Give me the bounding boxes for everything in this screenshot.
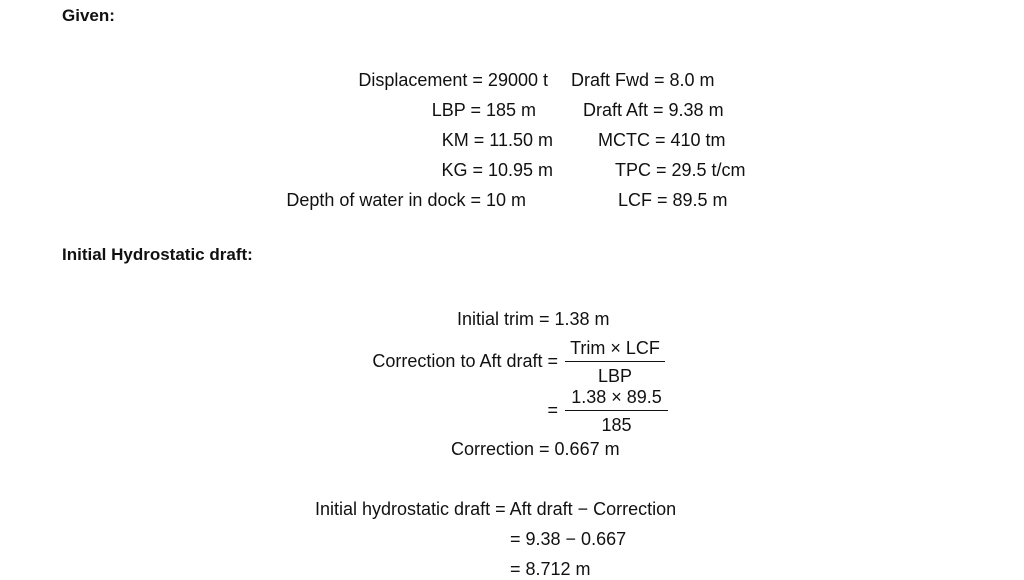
heading-given: Given: (62, 6, 115, 25)
fraction-trim-lcf-over-lbp (565, 337, 665, 387)
fraction-numerator: Trim × LCF (570, 338, 660, 358)
equals-sign: = (547, 400, 558, 420)
heading-initial-hydrostatic-draft: Initial Hydrostatic draft: (62, 245, 253, 264)
fraction-denominator: LBP (597, 366, 633, 386)
correction-to-aft-draft-label: Correction to Aft draft = (372, 351, 558, 371)
given-displacement: Displacement = 29000 t (358, 70, 548, 90)
fraction-numerator: 1.38 × 89.5 (571, 387, 662, 407)
given-kg: KG = 10.95 m (441, 160, 553, 180)
given-draft-aft: Draft Aft = 9.38 m (583, 100, 724, 120)
fraction-bar (565, 361, 665, 362)
initial-trim: Initial trim = 1.38 m (457, 309, 610, 329)
fraction-bar (565, 410, 668, 411)
given-depth-of-water: Depth of water in dock = 10 m (286, 190, 526, 210)
given-tpc: TPC = 29.5 t/cm (615, 160, 746, 180)
hydrostatic-draft-substitution: = 9.38 − 0.667 (510, 529, 627, 549)
given-mctc: MCTC = 410 tm (598, 130, 726, 150)
given-lbp: LBP = 185 m (431, 100, 536, 120)
fraction-values (565, 386, 668, 436)
correction-result: Correction = 0.667 m (451, 439, 620, 459)
hydrostatic-draft-result: = 8.712 m (510, 559, 591, 579)
given-lcf: LCF = 89.5 m (618, 190, 728, 210)
fraction-denominator: 185 (601, 415, 632, 435)
given-km: KM = 11.50 m (441, 130, 553, 150)
hydrostatic-draft-equation: Initial hydrostatic draft = Aft draft − Correction (315, 499, 677, 519)
given-draft-fwd: Draft Fwd = 8.0 m (571, 70, 715, 90)
